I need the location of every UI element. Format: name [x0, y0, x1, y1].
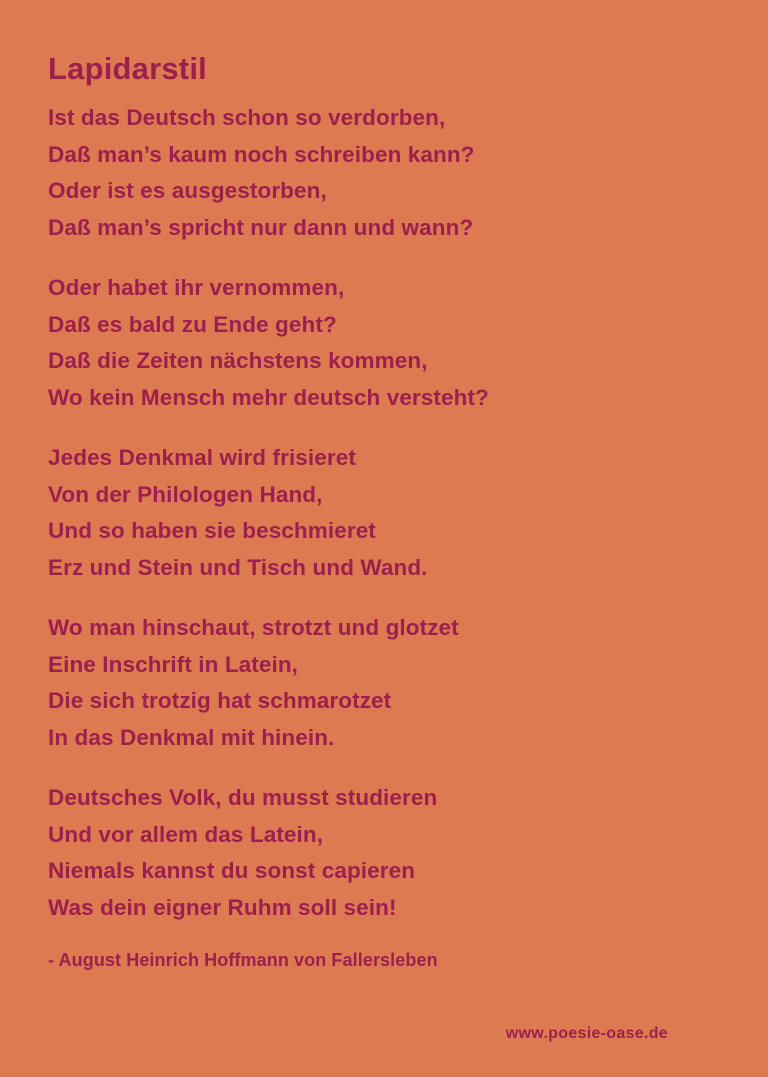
poem-line: Die sich trotzig hat schmarotzet — [48, 688, 392, 714]
poem-line: Eine Inschrift in Latein, — [48, 651, 299, 677]
page-title: Lapidarstil — [48, 51, 207, 86]
poem-author: - August Heinrich Hoffmann von Fallersleben — [48, 950, 438, 971]
poem-line: Wo kein Mensch mehr deutsch versteht? — [48, 384, 489, 410]
poem-line: Jedes Denkmal wird frisieret — [48, 445, 356, 471]
poem-line: Ist das Deutsch schon so verdorben, — [48, 105, 446, 131]
website-credit: www.poesie-oase.de — [505, 1025, 668, 1042]
poem-line: Und vor allem das Latein, — [48, 821, 324, 847]
poem-line: Und so haben sie beschmieret — [48, 518, 376, 544]
poem-stanza — [48, 100, 720, 246]
poem-line: Daß die Zeiten nächstens kommen, — [48, 348, 428, 374]
poem-line: Niemals kannst du sonst capieren — [48, 858, 416, 884]
poem-line: Daß es bald zu Ende geht? — [48, 311, 337, 337]
poem-line: Oder ist es ausgestorben, — [48, 178, 327, 204]
poem-line: Daß man’s spricht nur dann und wann? — [48, 214, 474, 240]
poem-line: Daß man’s kaum noch schreiben kann? — [48, 141, 475, 167]
poem-line: Erz und Stein und Tisch und Wand. — [48, 554, 428, 580]
poem-line: Oder habet ihr vernommen, — [48, 275, 345, 301]
poem-line: In das Denkmal mit hinein. — [48, 724, 335, 750]
poem-line: Von der Philologen Hand, — [48, 481, 323, 507]
poem-stanza — [48, 270, 720, 416]
poem-line: Deutsches Volk, du musst studieren — [48, 785, 438, 811]
poem-stanza — [48, 610, 720, 756]
poem-stanza — [48, 440, 720, 586]
poem-stanza — [48, 780, 720, 926]
poem-line: Was dein eigner Ruhm soll sein! — [48, 894, 397, 920]
poem-line: Wo man hinschaut, strotzt und glotzet — [48, 615, 459, 641]
